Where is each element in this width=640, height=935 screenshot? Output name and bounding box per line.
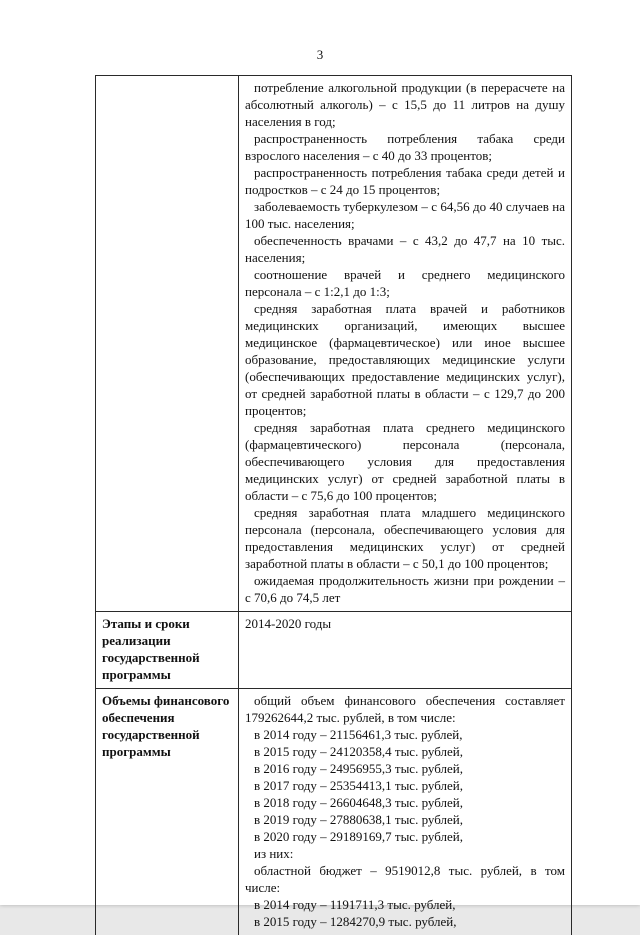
table-cell-financing-value bbox=[239, 689, 572, 935]
paragraph: средняя заработная плата среднего медицинского (фармацевтического) персонала (персонала, обеспечивающего условия для предоставления медицинских услуг) от средней заработной платы в области – с 75,6 до 100 процентов; bbox=[245, 419, 565, 504]
table-row bbox=[96, 612, 572, 689]
table-row bbox=[96, 76, 572, 612]
paragraph: обеспеченность врачами – с 43,2 до 47,7 на 10 тыс. населения; bbox=[245, 232, 565, 266]
page-number: 3 bbox=[95, 47, 545, 63]
paragraph: в 2018 году – 26604648,3 тыс. рублей, bbox=[245, 794, 565, 811]
paragraph: распространенность потребления табака среди детей и подростков – с 24 до 15 процентов; bbox=[245, 164, 565, 198]
paragraph: в 2020 году – 29189169,7 тыс. рублей, bbox=[245, 828, 565, 845]
table-cell-stages-label bbox=[96, 612, 239, 689]
paragraph: заболеваемость туберкулезом – с 64,56 до 40 случаев на 100 тыс. населения; bbox=[245, 198, 565, 232]
paragraph: средняя заработная плата врачей и работников медицинских организаций, имеющих высшее медицинское (фармацевтическое) или иное высшее образование, предоставляющих медицинские услуги (обеспечивающих предоставление медицинских услуг), от средней заработной платы в области – с 129,7 до 200 процентов; bbox=[245, 300, 565, 419]
paragraph: в 2016 году – 24956955,3 тыс. рублей, bbox=[245, 760, 565, 777]
table-row bbox=[96, 689, 572, 935]
paragraph: средняя заработная плата младшего медицинского персонала (персонала, обеспечивающего условия для предоставления медицинских услуг) от средней заработной платы в области – с 50,1 до 100 процентов; bbox=[245, 504, 565, 572]
program-passport-table bbox=[95, 75, 572, 935]
paragraph: в 2014 году – 1191711,3 тыс. рублей, bbox=[245, 896, 565, 913]
paragraph: в 2015 году – 24120358,4 тыс. рублей, bbox=[245, 743, 565, 760]
table-cell-stages-value bbox=[239, 612, 572, 689]
table-cell-left-empty bbox=[96, 76, 239, 612]
paragraph: в 2017 году – 25354413,1 тыс. рублей, bbox=[245, 777, 565, 794]
paragraph: в 2019 году – 27880638,1 тыс. рублей, bbox=[245, 811, 565, 828]
paragraph: 2014-2020 годы bbox=[245, 615, 565, 632]
paragraph: общий объем финансового обеспечения составляет 179262644,2 тыс. рублей, в том числе: bbox=[245, 692, 565, 726]
paragraph: распространенность потребления табака среди взрослого населения – с 40 до 33 процентов; bbox=[245, 130, 565, 164]
paragraph: соотношение врачей и среднего медицинского персонала – с 1:2,1 до 1:3; bbox=[245, 266, 565, 300]
paragraph: ожидаемая продолжительность жизни при рождении – с 70,6 до 74,5 лет bbox=[245, 572, 565, 606]
table-cell-financing-label bbox=[96, 689, 239, 935]
paragraph: в 2015 году – 1284270,9 тыс. рублей, bbox=[245, 913, 565, 930]
paragraph: из них: bbox=[245, 845, 565, 862]
paragraph: в 2014 году – 21156461,3 тыс. рублей, bbox=[245, 726, 565, 743]
paragraph: потребление алкогольной продукции (в перерасчете на абсолютный алкоголь) – с 15,5 до 11 литров на душу населения в год; bbox=[245, 79, 565, 130]
row-label: Этапы и сроки реализации государственной программы bbox=[102, 615, 232, 683]
paragraph: областной бюджет – 9519012,8 тыс. рублей, в том числе: bbox=[245, 862, 565, 896]
table-cell-indicators bbox=[239, 76, 572, 612]
row-label: Объемы финансового обеспечения государственной программы bbox=[102, 692, 232, 760]
